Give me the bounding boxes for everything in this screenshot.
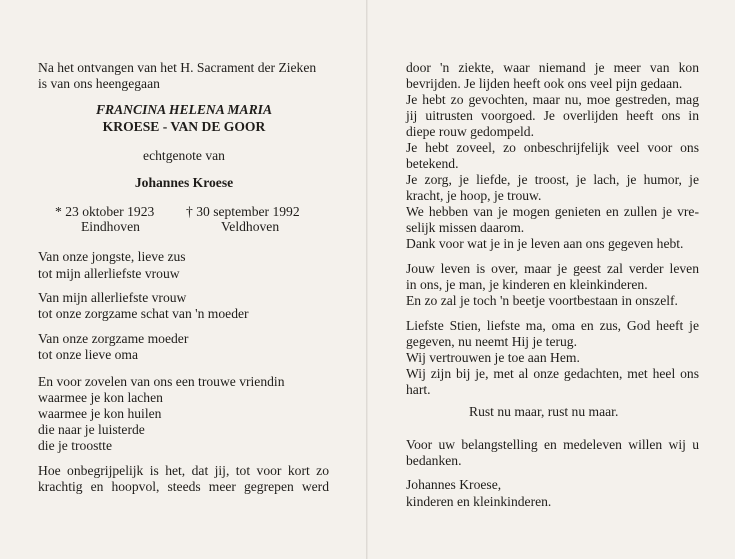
closing-line-1: Hoe onbegrijpelijk is het, dat jij, tot voor kort zo bbox=[38, 463, 329, 478]
text-line: Wij vertrouwen je toe aan Hem. bbox=[406, 350, 580, 365]
verse-line: die naar je luisterde bbox=[38, 422, 145, 437]
rest-line: Rust nu maar, rust nu maar. bbox=[469, 404, 619, 419]
verse-line: Van onze jongste, lieve zus bbox=[38, 249, 186, 264]
signature-line-2: kinderen en kleinkinderen. bbox=[406, 494, 552, 509]
text-line: Je hebt zoveel, zo onbeschrijfelijk veel voor ons bbox=[406, 140, 699, 155]
text-line: betekend. bbox=[406, 156, 459, 171]
text-line: Je hebt zo gevochten, maar nu, moe gestreden, mag bbox=[406, 92, 699, 107]
birth-date: * 23 oktober 1923 bbox=[55, 204, 155, 219]
intro-line-2: is van ons heengegaan bbox=[38, 76, 160, 91]
verse-line: Van onze zorgzame moeder bbox=[38, 331, 189, 346]
text-line: in ons, je man, je kinderen en kleinkinderen. bbox=[406, 277, 648, 292]
verse-line: die je troostte bbox=[38, 438, 112, 453]
birth-place: Eindhoven bbox=[81, 219, 140, 234]
text-line: Wij zijn bij je, met al onze gedachten, met heel ons bbox=[406, 366, 699, 381]
thanks-line-2: bedanken. bbox=[406, 453, 462, 468]
deceased-name-line-1: FRANCINA HELENA MARIA bbox=[95, 102, 273, 117]
text-line: selijk missen daarom. bbox=[406, 220, 525, 235]
text-line: Dank voor wat je in je leven aan ons gegeven hebt. bbox=[406, 236, 684, 251]
text-line: En zo zal je toch 'n beetje voortbestaan in onszelf. bbox=[406, 293, 678, 308]
verse-line: tot mijn allerliefste vrouw bbox=[38, 266, 180, 281]
text-line: We hebben van je mogen genieten en zullen je vre- bbox=[406, 204, 699, 219]
verse-line: tot onze zorgzame schat van 'n moeder bbox=[38, 306, 249, 321]
verse-line: waarmee je kon lachen bbox=[38, 390, 163, 405]
death-date: † 30 september 1992 bbox=[186, 204, 300, 219]
spouse-name: Johannes Kroese bbox=[134, 175, 234, 190]
text-line: diepe rouw gedompeld. bbox=[406, 124, 534, 139]
closing-line-2: krachtig en hoopvol, steeds meer gegrepen werd bbox=[38, 479, 329, 494]
text-line: Jouw leven is over, maar je geest zal verder leven bbox=[406, 261, 699, 276]
verse-line: tot onze lieve oma bbox=[38, 347, 139, 362]
deceased-name-line-2: KROESE - VAN DE GOOR bbox=[102, 119, 266, 134]
text-line: Liefste Stien, liefste ma, oma en zus, God heeft je bbox=[406, 318, 699, 333]
text-line: hart. bbox=[406, 382, 431, 397]
thanks-line-1: Voor uw belangstelling en medeleven willen wij u bbox=[406, 437, 699, 452]
signature-line-1: Johannes Kroese, bbox=[406, 477, 502, 492]
verse-line: Van mijn allerliefste vrouw bbox=[38, 290, 187, 305]
text-line: jij uitrusten voorgoed. Je overlijden heeft ons in bbox=[406, 108, 699, 123]
text-line: Je zorg, je liefde, je troost, je lach, je humor, je bbox=[406, 172, 699, 187]
verse-line: En voor zovelen van ons een trouwe vriendin bbox=[38, 374, 285, 389]
right-page bbox=[368, 0, 735, 559]
text-line: gegeven, nu neemt Hij je terug. bbox=[406, 334, 577, 349]
text-line: kracht, je hoop, je trouw. bbox=[406, 188, 542, 203]
intro-line-1: Na het ontvangen van het H. Sacrament der Zieken bbox=[38, 60, 317, 75]
spouse-intro: echtgenote van bbox=[143, 148, 225, 163]
text-line: door 'n ziekte, waar niemand je meer van kon bbox=[406, 60, 699, 75]
verse-line: waarmee je kon huilen bbox=[38, 406, 162, 421]
text-line: bevrijden. Je lijden heeft ook ons veel pijn gedaan. bbox=[406, 76, 683, 91]
death-place: Veldhoven bbox=[221, 219, 280, 234]
